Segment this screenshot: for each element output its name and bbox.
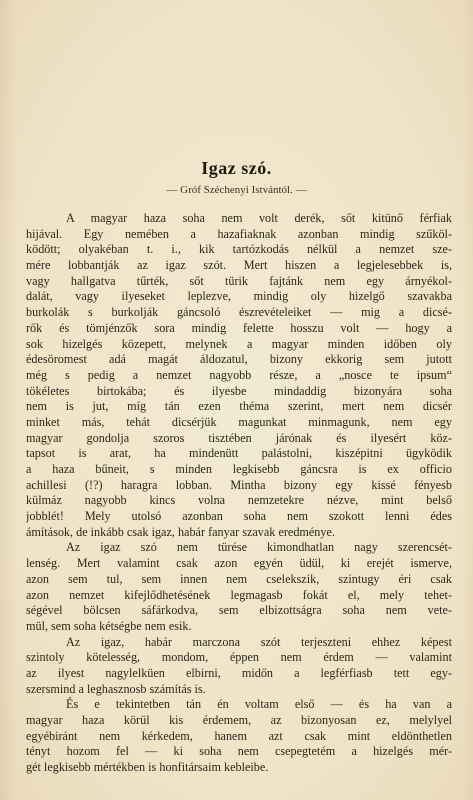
body-line: rők és tömjénzők sora mindig felette hosszu volt — hogy a [26, 320, 452, 335]
body-line: minket más, tehát dicsérjük magunkat minmagunk, nem egy [26, 414, 452, 429]
body-line: dalát, vagy ilyeseket leplezve, mindig oly hizelgő szavakba [26, 289, 452, 304]
body-line: külmáz nagyobb kincs volna nemzetekre nézve, mint belső [26, 493, 452, 508]
body-line: magyar haza körül kis érdemem, az bizonyosan ez, melylyel [26, 713, 452, 727]
body-line: még s pedig a nemzet nagyobb része, a „nosce te ipsum“ [26, 367, 452, 382]
body-line: burkolák s burkolják gáncsoló észrevételeiket — mig a dicsé- [26, 305, 452, 320]
body-line: mére lobbantják az igaz szót. Mert hiszen a legjelesebbek is, [26, 258, 452, 273]
body-line: tapsot is arat, ha mindenütt palástolni, kiszépitni ügyködik [26, 446, 452, 461]
body-line: hijával. Egy nemében a hazafiaknak azonban mindig szűköl- [26, 226, 452, 241]
body-line: vagy hallgatva tűrték, sőt türik fajtánk nem egy árnyékol- [26, 273, 452, 288]
body-line: tökéletes birtokába; és ilyesbe mindaddig bizonyára soha [26, 383, 452, 398]
body-line: És e tekintetben tán én voltam első — és ha van a [66, 697, 452, 712]
body-line: ködött; olyakéban t. i., kik tartózkodás nélkül a nemzet sze- [26, 242, 452, 257]
body-line: lenség. Mert valamint csak azon egyén üdül, ki erejét ismerve, [26, 556, 452, 571]
article-body [26, 211, 452, 776]
body-line: tényt hozom fel — ki soha nem csepegtetém a hizelgés mér- [26, 744, 452, 759]
body-line: ségével bölcsen sáfárkodva, sem elbizottságra soha nem vete- [26, 603, 452, 618]
body-line: sok hizelgés közepett, melynek a magyar minden időben oly [26, 336, 452, 351]
body-line: mül, sem soha kétségbe nem esik. [26, 618, 192, 633]
body-line: ámítások, de inkább csak igaz, habár fanyar szavak eredménye. [26, 524, 335, 539]
body-line: magyar gondolja szoros tisztében járónak és ilyesért köz- [26, 430, 452, 445]
body-line: Az igaz szó nem türése kimondhatlan nagy szerencsét- [66, 540, 452, 555]
body-line: nem is jut, míg tán ezen théma szerint, mert nem dicsér [26, 399, 452, 414]
body-line: édesöromest adá magát áldozatul, bizony ekkorig sem jutott [26, 352, 452, 367]
body-line: az ilyest nagylelküen elbirni, midőn a legférfiasb tett egy- [26, 665, 452, 680]
body-line: Az igaz, habár marczona szót terjeszteni ehhez képest [66, 634, 452, 649]
article-byline: — Gróf Széchenyi Istvántól. — [166, 184, 307, 196]
body-line: A magyar haza soha nem volt derék, sőt kitünő férfiak [66, 211, 452, 225]
body-line: jobblét! Mely utolsó azonban soha nem szokott lenni édes [26, 509, 452, 524]
article-title: Igaz szó. [201, 158, 272, 178]
body-line: szersmind a leghasznosb számítás is. [26, 681, 206, 696]
body-line: szintoly kötelesség, mondom, éppen nem érdem — valamint [26, 650, 452, 665]
body-line: azon sem tul, sem innen nem cselekszik, szintugy éri csak [26, 571, 452, 586]
body-line: azon nemzet kifejlődhetésének legmagasb fokát el, mely tehet- [26, 587, 452, 602]
body-line: achillesi (!?) haragra lobban. Mintha bizony egy kissé fényesb [26, 477, 452, 492]
body-line: egyébiránt nem kérkedem, hanem azt csak mint eldönthetlen [26, 728, 452, 743]
body-line: a haza bűneit, s minden legkisebb gáncsra is ex officio [26, 462, 452, 476]
body-line: gét legkisebb mértékben is honfitársaim kebleibe. [26, 760, 269, 775]
